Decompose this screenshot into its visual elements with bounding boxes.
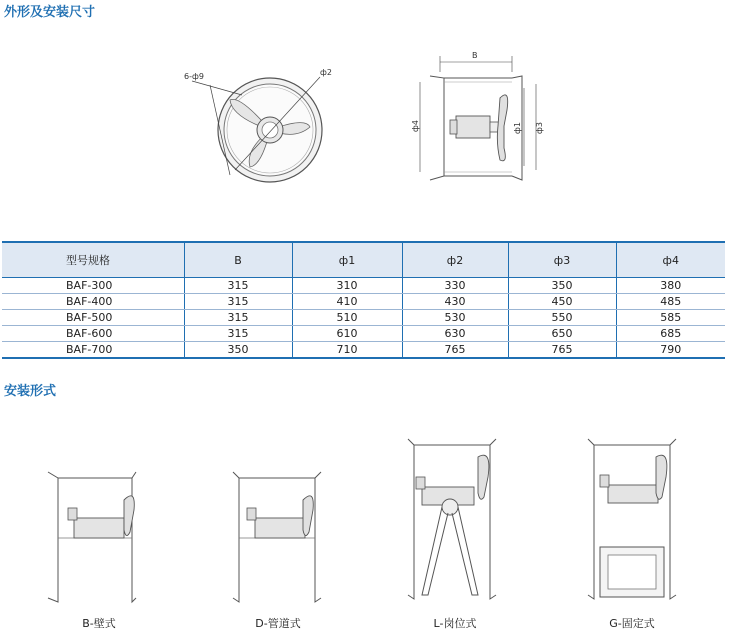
table-cell: 350 xyxy=(508,278,616,294)
table-cell: BAF-500 xyxy=(2,310,184,326)
table-row xyxy=(2,278,725,294)
table-cell: 315 xyxy=(184,278,292,294)
table-cell: 650 xyxy=(508,326,616,342)
header-b: B xyxy=(184,242,292,278)
header-phi4: ф4 xyxy=(616,242,725,278)
table-cell: 315 xyxy=(184,294,292,310)
table-cell: 530 xyxy=(402,310,508,326)
install-label-stand: L-岗位式 xyxy=(433,617,477,630)
section-title-installation: 安装形式 xyxy=(4,384,57,399)
table-cell: 450 xyxy=(508,294,616,310)
table-cell: 765 xyxy=(508,342,616,359)
table-cell: BAF-600 xyxy=(2,326,184,342)
table-cell: 765 xyxy=(402,342,508,359)
table-cell: 685 xyxy=(616,326,725,342)
b-label: B xyxy=(472,51,478,60)
table-cell: BAF-700 xyxy=(2,342,184,359)
phi1-label: ф1 xyxy=(513,122,522,134)
table-cell: 485 xyxy=(616,294,725,310)
header-phi3: ф3 xyxy=(508,242,616,278)
install-stand-drawing xyxy=(400,437,505,607)
table-row xyxy=(2,310,725,326)
install-label-fixed: G-固定式 xyxy=(609,617,655,630)
phi3-label: ф3 xyxy=(535,122,544,134)
table-cell: 410 xyxy=(292,294,402,310)
install-duct-drawing xyxy=(225,470,330,610)
install-label-duct: D-管道式 xyxy=(255,617,301,630)
table-cell: BAF-400 xyxy=(2,294,184,310)
header-model: 型号规格 xyxy=(2,242,184,278)
table-cell: 550 xyxy=(508,310,616,326)
table-cell: 610 xyxy=(292,326,402,342)
header-phi1: ф1 xyxy=(292,242,402,278)
table-row xyxy=(2,294,725,310)
bolt-holes-label: 6-ф9 xyxy=(184,72,204,81)
phi2-label: ф2 xyxy=(320,68,332,77)
table-cell: 380 xyxy=(616,278,725,294)
table-cell: 790 xyxy=(616,342,725,359)
install-fixed-drawing xyxy=(580,437,685,607)
table-row xyxy=(2,326,725,342)
install-wall-drawing xyxy=(40,470,145,610)
table-cell: 330 xyxy=(402,278,508,294)
header-phi2: ф2 xyxy=(402,242,508,278)
table-cell: 710 xyxy=(292,342,402,359)
side-view-drawing xyxy=(412,48,562,193)
section-title-dimensions: 外形及安装尺寸 xyxy=(4,5,96,20)
table-cell: 430 xyxy=(402,294,508,310)
table-row xyxy=(2,342,725,359)
install-label-wall: B-壁式 xyxy=(82,617,116,630)
table-cell: 350 xyxy=(184,342,292,359)
table-cell: 510 xyxy=(292,310,402,326)
spec-table xyxy=(2,241,725,359)
table-cell: 310 xyxy=(292,278,402,294)
table-cell: BAF-300 xyxy=(2,278,184,294)
front-view-drawing xyxy=(170,55,350,190)
table-cell: 315 xyxy=(184,310,292,326)
table-cell: 585 xyxy=(616,310,725,326)
table-cell: 315 xyxy=(184,326,292,342)
table-cell: 630 xyxy=(402,326,508,342)
phi4-label: ф4 xyxy=(411,120,420,132)
table-header-row xyxy=(2,242,725,278)
